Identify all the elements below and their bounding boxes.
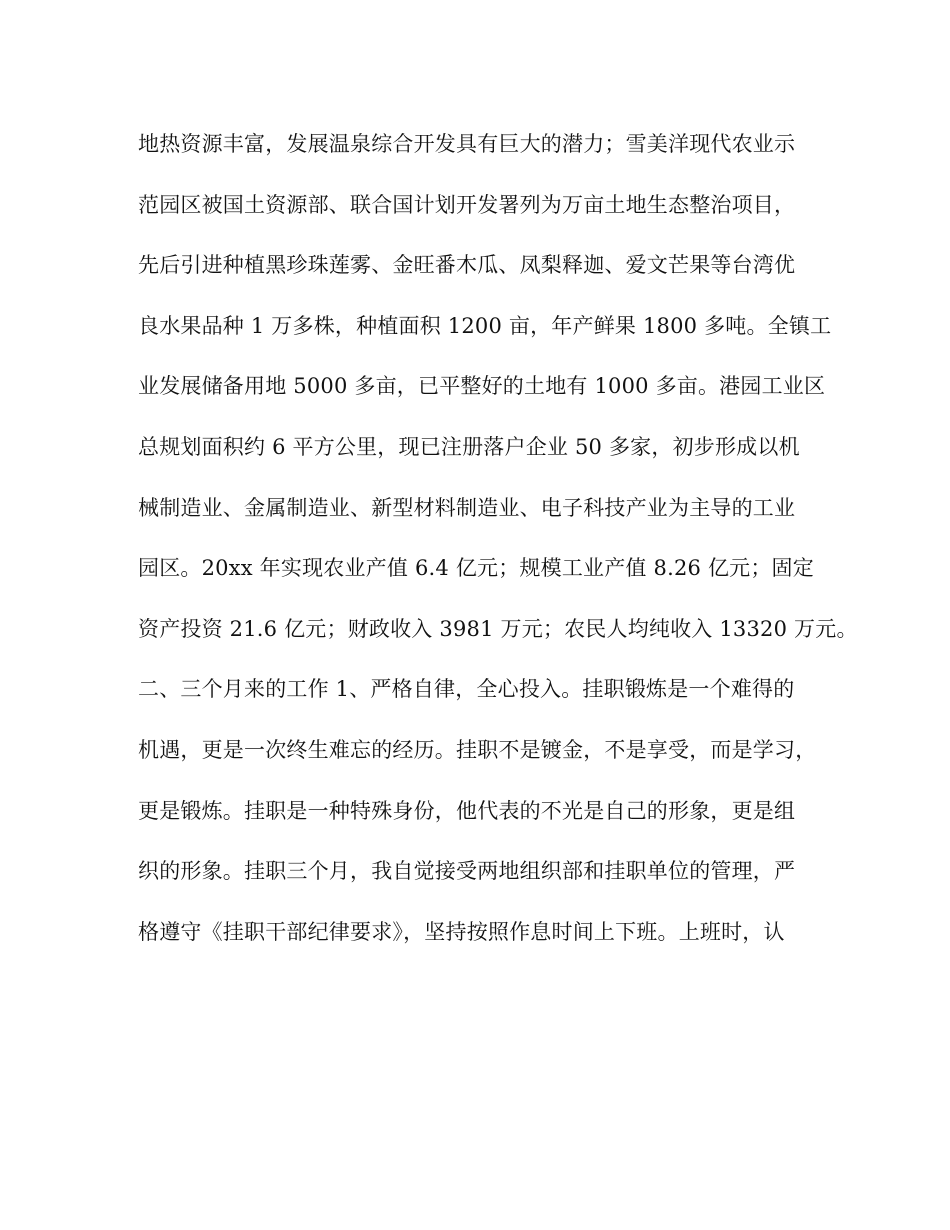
text-line: 更是锻炼。挂职是一种特殊身份，他代表的不光是自己的形象，更是组 <box>138 798 796 823</box>
text-line: 机遇，更是一次终生难忘的经历。挂职不是镀金，不是享受，而是学习， <box>138 737 817 762</box>
text-line: 业发展储备用地 5000 多亩，已平整好的土地有 1000 多亩。港园工业区 <box>138 374 826 399</box>
text-line: 资产投资 21.6 亿元；财政收入 3981 万元；农民人均纯收入 13320 万元。 <box>138 616 858 641</box>
text-line: 总规划面积约 6 平方公里，现已注册落户企业 50 多家，初步形成以机 <box>138 434 800 459</box>
text-line: 二、三个月来的工作 1、严格自律，全心投入。挂职锻炼是一个难得的 <box>138 677 795 702</box>
text-line: 范园区被国土资源部、联合国计划开发署列为万亩土地生态整治项目， <box>138 192 796 217</box>
body-text <box>138 122 858 970</box>
text-line: 良水果品种 1 万多株，种植面积 1200 亩，年产鲜果 1800 多吨。全镇工 <box>138 313 832 338</box>
text-line: 地热资源丰富，发展温泉综合开发具有巨大的潜力；雪美洋现代农业示 <box>138 132 796 156</box>
text-line: 园区。20xx 年实现农业产值 6.4 亿元；规模工业产值 8.26 亿元；固定 <box>138 556 814 581</box>
text-line: 械制造业、金属制造业、新型材料制造业、电子科技产业为主导的工业 <box>138 495 796 520</box>
text-line: 格遵守《挂职干部纪律要求》，坚持按照作息时间上下班。上班时，认 <box>138 919 785 944</box>
text-line: 先后引进种植黑珍珠莲雾、金旺番木瓜、凤梨释迦、爱文芒果等台湾优 <box>138 253 796 278</box>
text-line: 织的形象。挂职三个月，我自觉接受两地组织部和挂职单位的管理，严 <box>138 859 796 884</box>
